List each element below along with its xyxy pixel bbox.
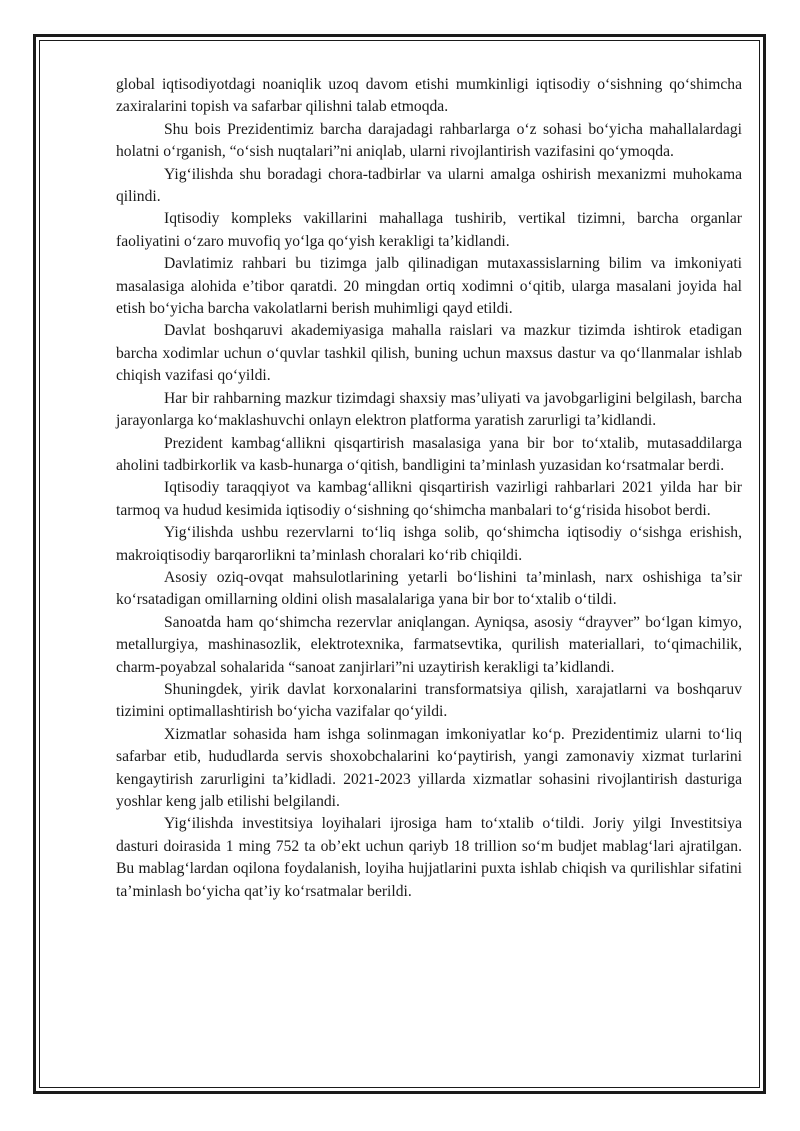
- paragraph: Har bir rahbarning mazkur tizimdagi shaxsiy mas’uliyati va javobgarligini belgilash, barcha jarayonlarga ko‘maklashuvchi onlayn elektron platforma yaratish zarurligi ta’kidlandi.: [116, 389, 742, 430]
- paragraph: Iqtisodiy taraqqiyot va kambag‘allikni qisqartirish vazirligi rahbarlari 2021 yilda har bir tarmoq va hudud kesimida iqtisodiy o‘sishning qo‘shimcha manbalari to‘g‘risida hisobot berdi.: [116, 479, 742, 519]
- paragraph: global iqtisodiyotdagi noaniqlik uzoq davom etishi mumkinligi iqtisodiy o‘sishning qo‘shimcha zaxiralarini topish va safarbar qilishni talab etmoqda.: [116, 76, 742, 116]
- paragraph: Shu bois Prezidentimiz barcha darajadagi rahbarlarga o‘z sohasi bo‘yicha mahallalardagi holatni o‘rganish, “o‘sish nuqtalari”ni aniqlab, ularni rivojlantirish vazifasini qo‘ymoqda.: [116, 120, 742, 161]
- paragraph: Davlat boshqaruvi akademiyasiga mahalla raislari va mazkur tizimda ishtirok etadigan barcha xodimlar uchun o‘quvlar tashkil qilish, buning uchun maxsus dastur va qo‘llanmalar ishlab chiqish vazifasi qo‘yildi.: [116, 322, 742, 385]
- paragraph: Davlatimiz rahbari bu tizimga jalb qilinadigan mutaxassislarning bilim va imkoniyati masalasiga alohida e’tibor qaratdi. 20 mingdan ortiq xodimni o‘qitib, ularga masalani joyida hal etish bo‘yicha barcha vakolatlarni berish muhimligi qayd etildi.: [116, 255, 742, 318]
- document-body: [116, 74, 742, 903]
- paragraph: Sanoatda ham qo‘shimcha rezervlar aniqlangan. Ayniqsa, asosiy “drayver” bo‘lgan kimyo, metallurgiya, mashinasozlik, elektrotexnika, farmatsevtika, qurilish materiallari, to‘qimachilik, charm-poyabzal sohalarida “sanoat zanjirlari”ni uzaytirish kerakligi ta’kidlandi.: [116, 613, 742, 676]
- paragraph: Shuningdek, yirik davlat korxonalarini transformatsiya qilish, xarajatlarni va boshqaruv tizimini optimallashtirish bo‘yicha vazifalar qo‘yildi.: [116, 680, 742, 721]
- paragraph: Yig‘ilishda shu boradagi chora-tadbirlar va ularni amalga oshirish mexanizmi muhokama qilindi.: [116, 165, 742, 206]
- paragraph: Yig‘ilishda ushbu rezervlarni to‘liq ishga solib, qo‘shimcha iqtisodiy o‘sishga erishish, makroiqtisodiy barqarorlikni ta’minlash choralari ko‘rib chiqildi.: [116, 524, 742, 564]
- paragraph: Xizmatlar sohasida ham ishga solinmagan imkoniyatlar ko‘p. Prezidentimiz ularni to‘liq safarbar etib, hududlarda servis shoxobchalarini ko‘paytirish, yangi zamonaviy xizmat turlarini kengaytirish zarurligini ta’kidladi. 2021-2023 yillarda xizmatlar sohasini rivojlantirish dasturiga yoshlar keng jalb etilishi belgilandi.: [116, 725, 742, 810]
- paragraph: Yig‘ilishda investitsiya loyihalari ijrosiga ham to‘xtalib o‘tildi. Joriy yilgi Investitsiya dasturi doirasida 1 ming 752 ta ob’ekt uchun qariyb 18 trillion so‘m budjet mablag‘lari ajratilgan. Bu mablag‘lardan oqilona foydalanish, loyiha hujjatlarini puxta ishlab chiqish va qurilishlar sifatini ta’minlash bo‘yicha qat’iy ko‘rsatmalar berildi.: [116, 815, 742, 900]
- paragraph: Asosiy oziq-ovqat mahsulotlarining yetarli bo‘lishini ta’minlash, narx oshishiga ta’sir ko‘rsatadigan omillarning oldini olish masalalariga yana bir bor to‘xtalib o‘tildi.: [116, 568, 742, 609]
- paragraph: Iqtisodiy kompleks vakillarini mahallaga tushirib, vertikal tizimni, barcha organlar faoliyatini o‘zaro muvofiq yo‘lga qo‘yish kerakligi ta’kidlandi.: [116, 210, 742, 250]
- paragraph: Prezident kambag‘allikni qisqartirish masalasiga yana bir bor to‘xtalib, mutasaddilarga aholini tadbirkorlik va kasb-hunarga o‘qitish, bandligini ta’minlash yuzasidan ko‘rsatmalar berdi.: [116, 434, 742, 474]
